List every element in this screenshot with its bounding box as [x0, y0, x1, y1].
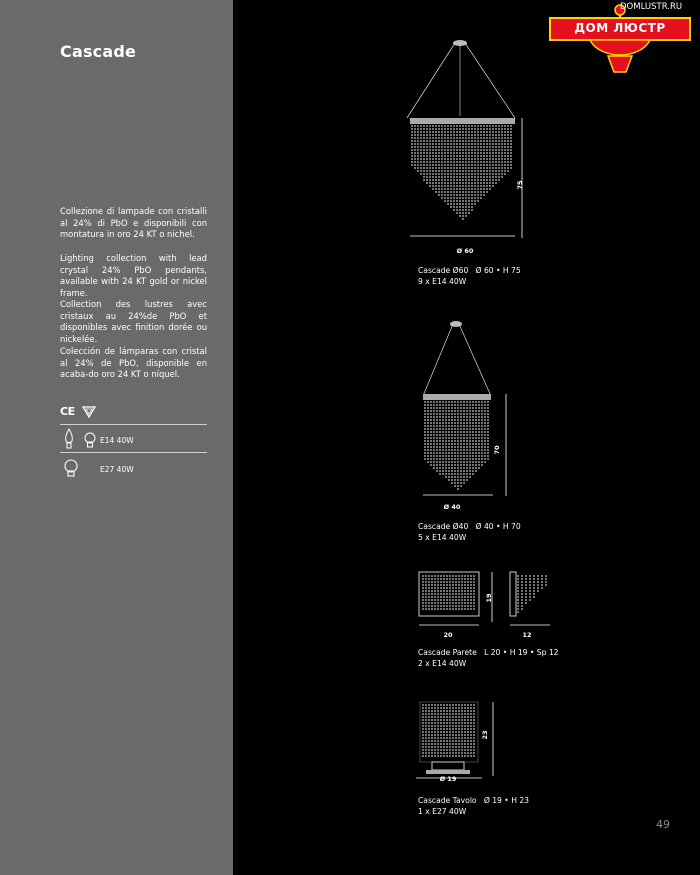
product-name: Cascade Ø60: [418, 266, 469, 275]
description-english: Lighting collection with lead crystal 24% PbO pendants, available with 24 KT gold or nickel frame.: [60, 253, 207, 298]
globe-bulb-icon: [84, 432, 96, 448]
dim-height-label: [512, 175, 532, 195]
svg-text:75: 75: [516, 180, 524, 190]
product-caption: [418, 796, 529, 817]
ce-mark: CE: [60, 405, 75, 418]
dim-width-label: [432, 500, 472, 512]
product-name: Cascade Parete: [418, 648, 477, 657]
description-italian: Collezione di lampade con cristalli al 24% di PbO e disponibili con montatura in oro 24 KT o nichel.: [60, 206, 207, 239]
svg-text:23: 23: [481, 730, 489, 740]
svg-text:Ø 60: Ø 60: [456, 247, 474, 255]
dim-height-label: [477, 725, 497, 745]
brand-url[interactable]: DOMLUSTR.RU: [620, 2, 683, 12]
bulb-row-e27: [60, 455, 207, 482]
chandelier-60-illustration: [405, 38, 525, 238]
product-spec: Ø 60 • H 75: [475, 266, 521, 275]
candle-bulb-icon: [64, 428, 74, 450]
product-caption: [418, 266, 521, 287]
bulb-label-e27: E27 40W: [100, 465, 134, 474]
dim-height-label: [489, 440, 509, 460]
product-name: Cascade Ø40: [418, 522, 469, 531]
product-bulbs: 5 x E14 40W: [418, 532, 467, 542]
description-french: Collection des lustres avec cristaux au 24%de PbO et disponibles avec finition dorée ou nickelée.: [60, 299, 207, 344]
product-bulbs: 1 x E27 40W: [418, 806, 467, 816]
dim-height-label: [481, 588, 501, 608]
svg-text:12: 12: [522, 631, 532, 639]
product-spec: L 20 • H 19 • Sp 12: [484, 648, 559, 657]
bulb-label-e14: E14 40W: [100, 436, 134, 445]
sidebar-panel: [0, 0, 233, 875]
chandelier-logo-icon: [540, 0, 700, 80]
brand-logo[interactable]: [540, 0, 700, 80]
product-caption: [418, 648, 559, 669]
brand-name: ДОМ ЛЮСТР: [574, 21, 666, 35]
product-bulbs: 2 x E14 40W: [418, 658, 467, 668]
dim-width-label: [428, 772, 468, 784]
svg-text:Ø 19: Ø 19: [439, 775, 457, 783]
chandelier-40-illustration: [413, 318, 523, 498]
product-bulbs: 9 x E14 40W: [418, 276, 467, 286]
svg-text:20: 20: [443, 631, 453, 639]
wall-lamp-side-illustration: [508, 570, 558, 630]
dim-width-label: [433, 628, 463, 640]
svg-text:Ø 40: Ø 40: [443, 503, 461, 511]
product-spec: Ø 40 • H 70: [475, 522, 521, 531]
product-caption: [418, 522, 521, 543]
enec-triangle-icon: [82, 406, 96, 418]
product-name: Cascade Tavolo: [418, 796, 477, 805]
svg-text:19: 19: [485, 593, 493, 603]
globe-bulb-icon: [64, 459, 78, 477]
product-spec: Ø 19 • H 23: [483, 796, 529, 805]
description-spanish: Colección de lámparas con cristal al 24% de PbO, disponible en acaba-do oro 24 KT o níquel.: [60, 346, 207, 379]
dim-width-label: [445, 244, 485, 256]
bulb-row-e14: [60, 426, 207, 453]
dim-depth-label: [512, 628, 542, 640]
page-number: 49: [656, 818, 670, 831]
collection-title: Cascade: [60, 42, 137, 61]
certification-row: [60, 405, 207, 425]
svg-text:70: 70: [493, 445, 501, 455]
